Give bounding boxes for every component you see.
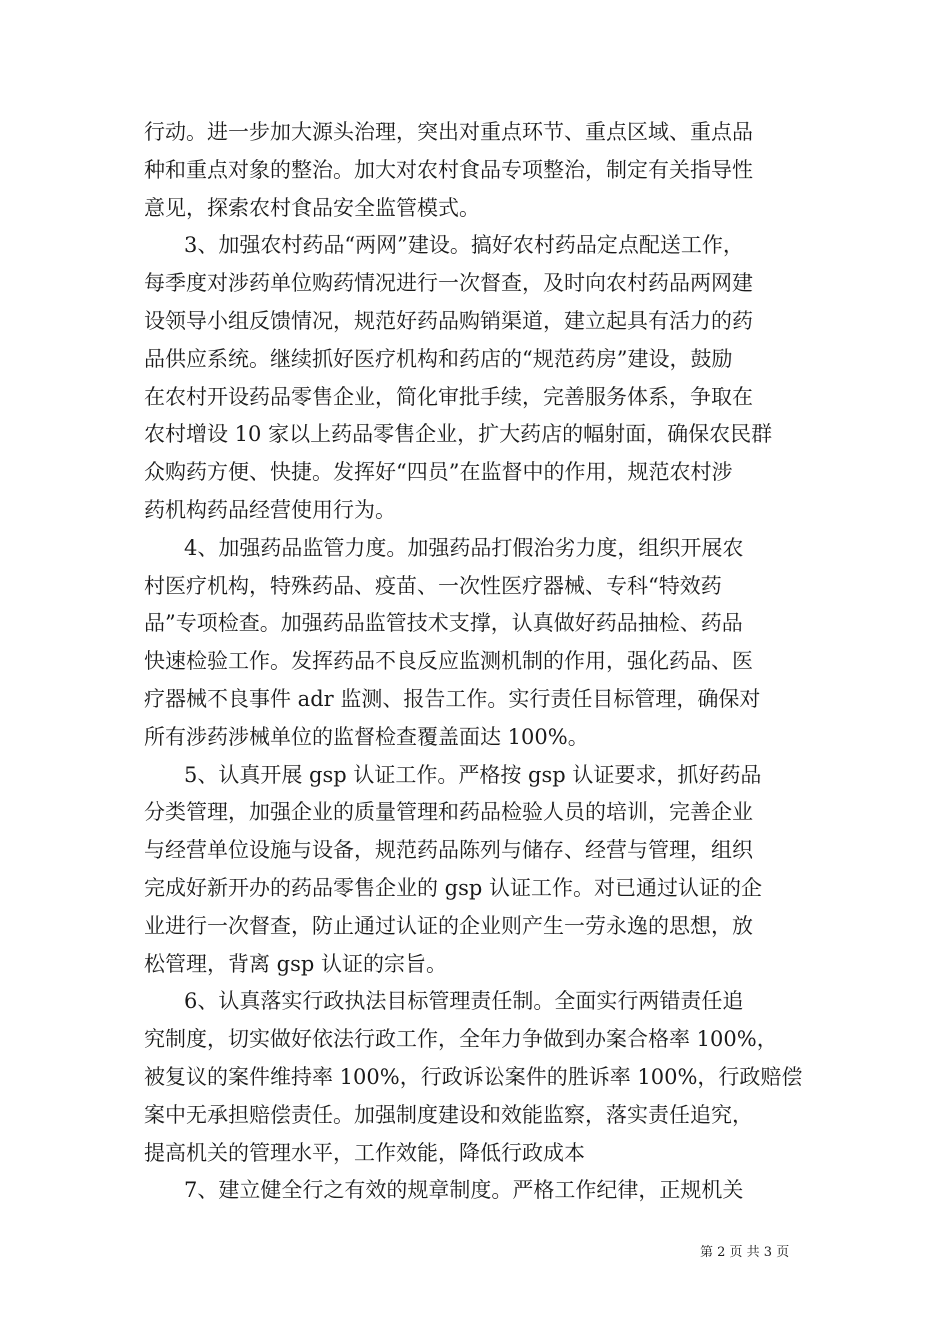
text-line: 业进行一次督查，防止通过认证的企业则产生一劳永逸的思想，放 — [144, 913, 753, 938]
text-line: 每季度对涉药单位购药情况进行一次督查，及时向农村药品两网建 — [144, 271, 753, 296]
text-line: 提高机关的管理水平，工作效能，降低行政成本 — [144, 1140, 585, 1165]
text-line: 被复议的案件维持率 100%，行政诉讼案件的胜诉率 100%，行政赔偿 — [144, 1064, 803, 1089]
text-line: 药机构药品经营使用行为。 — [144, 497, 396, 522]
text-line: 村医疗机构，特殊药品、疫苗、一次性医疗器械、专科“特效药 — [144, 573, 722, 598]
text-line: 所有涉药涉械单位的监督检查覆盖面达 100%。 — [144, 724, 589, 749]
text-line: 意见，探索农村食品安全监管模式。 — [144, 195, 480, 220]
text-line: 疗器械不良事件 adr 监测、报告工作。实行责任目标管理，确保对 — [144, 686, 761, 711]
text-line: 品”专项检查。加强药品监管技术支撑，认真做好药品抽检、药品 — [144, 611, 743, 636]
text-line: 在农村开设药品零售企业，简化审批手续，完善服务体系，争取在 — [144, 384, 753, 409]
paragraph-start-line: 4、加强药品监管力度。加强药品打假治劣力度，组织开展农 — [184, 535, 744, 560]
text-line: 完成好新开办的药品零售企业的 gsp 认证工作。对已通过认证的企 — [144, 875, 763, 900]
paragraph-start-line: 6、认真落实行政执法目标管理责任制。全面实行两错责任追 — [184, 989, 744, 1014]
text-line: 品供应系统。继续抓好医疗机构和药店的“规范药房”建设，鼓励 — [144, 346, 733, 371]
text-line: 快速检验工作。发挥药品不良反应监测机制的作用，强化药品、医 — [144, 649, 753, 674]
text-line: 农村增设 10 家以上药品零售企业，扩大药店的幅射面，确保农民群 — [144, 422, 773, 447]
text-line: 究制度，切实做好依法行政工作，全年力争做到办案合格率 100%， — [144, 1027, 778, 1052]
text-line: 分类管理，加强企业的质量管理和药品检验人员的培训，完善企业 — [144, 800, 753, 825]
text-line: 种和重点对象的整治。加大对农村食品专项整治，制定有关指导性 — [144, 157, 753, 182]
paragraph-start-line: 7、建立健全行之有效的规章制度。严格工作纪律，正规机关 — [184, 1178, 744, 1203]
text-line: 行动。进一步加大源头治理，突出对重点环节、重点区域、重点品 — [144, 120, 753, 144]
text-line: 设领导小组反馈情况，规范好药品购销渠道，建立起具有活力的药 — [144, 308, 753, 333]
paragraph-start-line: 3、加强农村药品“两网”建设。搞好农村药品定点配送工作， — [184, 233, 744, 258]
page-number: 第 2 页 共 3 页 — [700, 1245, 790, 1260]
text-line: 与经营单位设施与设备，规范药品陈列与储存、经营与管理，组织 — [144, 838, 753, 863]
text-line: 案中无承担赔偿责任。加强制度建设和效能监察，落实责任追究， — [144, 1102, 753, 1127]
document-body — [144, 114, 808, 1210]
text-line: 众购药方便、快捷。发挥好“四员”在监督中的作用，规范农村涉 — [144, 460, 733, 485]
paragraph-start-line: 5、认真开展 gsp 认证工作。严格按 gsp 认证要求，抓好药品 — [184, 762, 762, 787]
text-line: 松管理，背离 gsp 认证的宗旨。 — [144, 951, 448, 976]
